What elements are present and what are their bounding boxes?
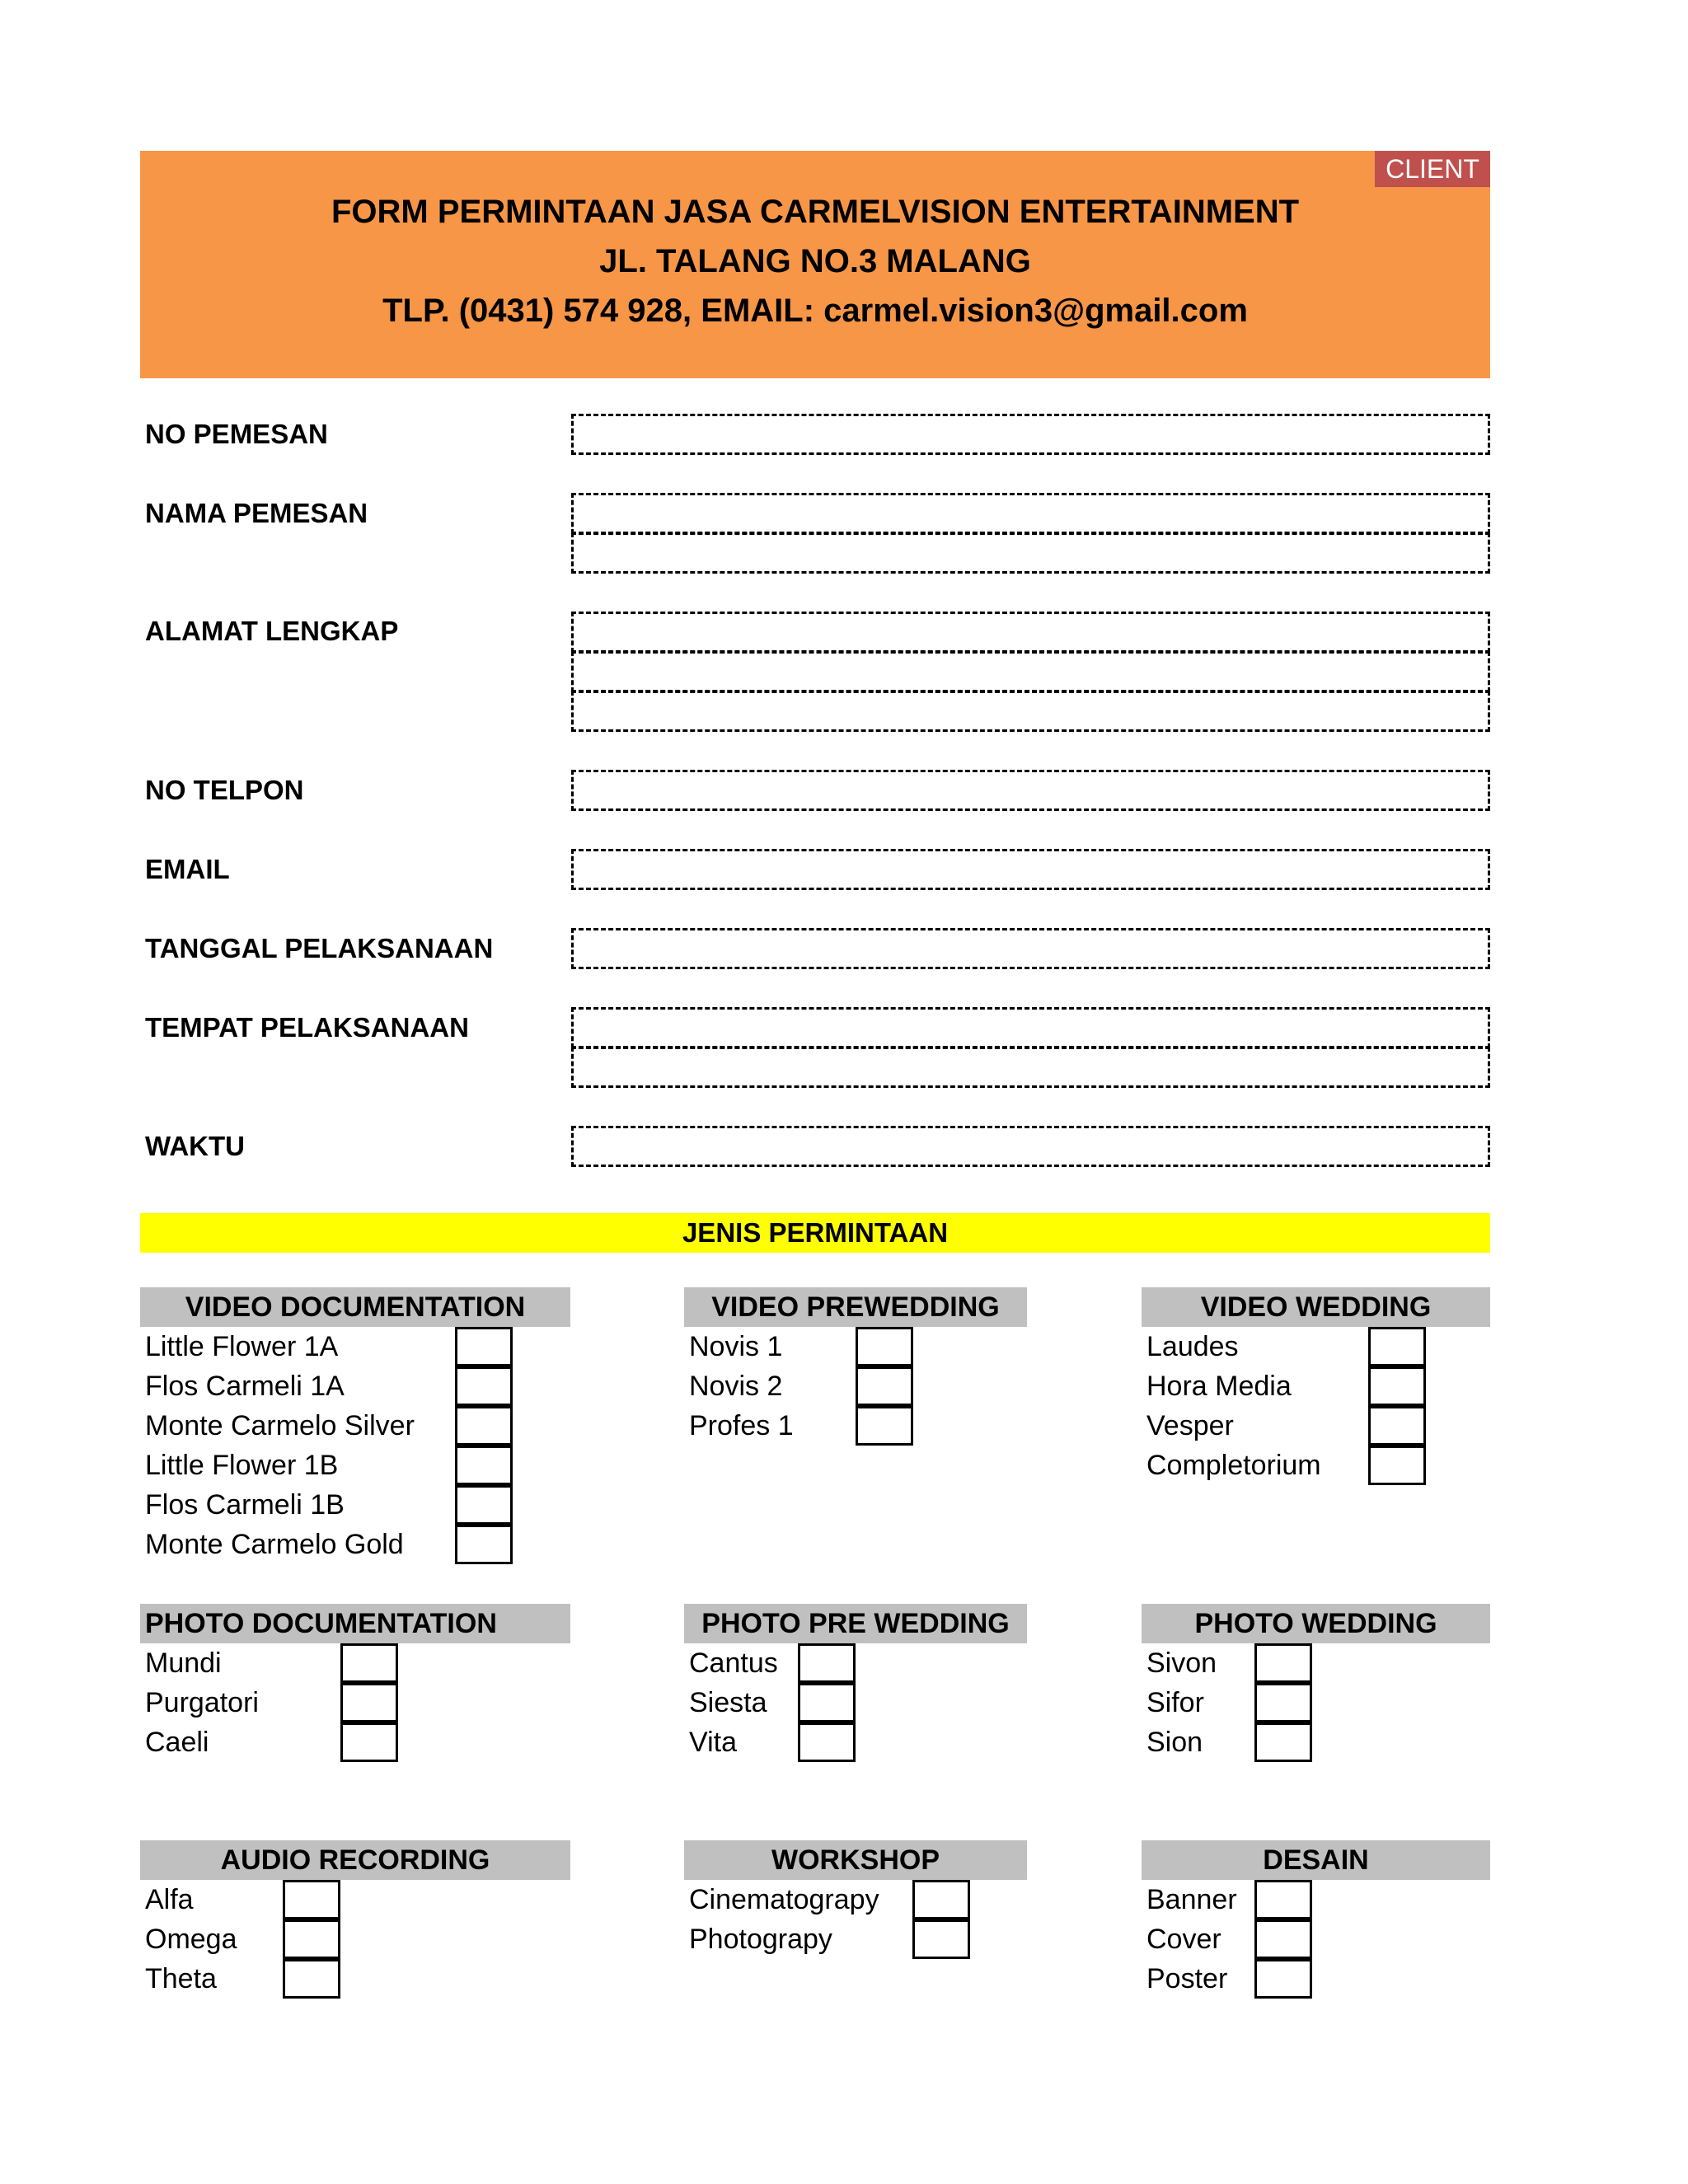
alamat-field-line3[interactable]: [571, 691, 1490, 732]
option-label: Vita: [689, 1727, 737, 1758]
option-checkbox[interactable]: [340, 1643, 398, 1683]
group-title: PHOTO DOCUMENTATION: [140, 1604, 570, 1643]
waktu-field[interactable]: [571, 1126, 1490, 1167]
group-title: PHOTO WEDDING: [1142, 1604, 1490, 1643]
option-label: Photograpy: [689, 1924, 832, 1955]
option-checkbox[interactable]: [283, 1919, 340, 1959]
option-checkbox[interactable]: [1368, 1366, 1426, 1406]
option-checkbox[interactable]: [283, 1959, 340, 1999]
form-title: FORM PERMINTAAN JASA CARMELVISION ENTERTAINMENT: [331, 194, 1300, 230]
label-waktu: WAKTU: [145, 1131, 245, 1161]
option-checkbox[interactable]: [455, 1485, 513, 1525]
option-checkbox[interactable]: [455, 1446, 513, 1485]
group-title: VIDEO PREWEDDING: [684, 1287, 1027, 1327]
option-label: Sifor: [1146, 1687, 1204, 1718]
group-title: VIDEO DOCUMENTATION: [140, 1287, 570, 1327]
option-checkbox[interactable]: [1254, 1722, 1312, 1762]
option-checkbox[interactable]: [455, 1327, 513, 1366]
nama-pemesan-field-line2[interactable]: [571, 532, 1490, 574]
option-checkbox[interactable]: [912, 1919, 970, 1959]
option-label: Sivon: [1146, 1647, 1217, 1679]
option-checkbox[interactable]: [340, 1683, 398, 1722]
option-label: Flos Carmeli 1A: [145, 1371, 345, 1402]
label-email: EMAIL: [145, 854, 230, 884]
option-label: Novis 2: [689, 1371, 783, 1402]
group-title: DESAIN: [1142, 1840, 1490, 1880]
option-label: Purgatori: [145, 1687, 259, 1718]
option-checkbox[interactable]: [1254, 1643, 1312, 1683]
option-label: Cover: [1146, 1924, 1221, 1955]
option-checkbox[interactable]: [455, 1366, 513, 1406]
option-checkbox[interactable]: [340, 1722, 398, 1762]
no-pemesan-field[interactable]: [571, 414, 1490, 455]
option-label: Flos Carmeli 1B: [145, 1489, 345, 1521]
option-checkbox[interactable]: [283, 1880, 340, 1919]
option-label: Laudes: [1146, 1331, 1239, 1362]
option-checkbox[interactable]: [1368, 1327, 1426, 1366]
option-checkbox[interactable]: [455, 1525, 513, 1564]
option-label: Little Flower 1B: [145, 1450, 339, 1481]
option-checkbox[interactable]: [455, 1406, 513, 1446]
jenis-permintaan-heading: JENIS PERMINTAAN: [140, 1213, 1490, 1253]
option-checkbox[interactable]: [856, 1406, 913, 1446]
email-field[interactable]: [571, 849, 1490, 890]
label-no-telpon: NO TELPON: [145, 775, 304, 805]
option-checkbox[interactable]: [856, 1366, 913, 1406]
option-label: Hora Media: [1146, 1371, 1292, 1402]
no-telpon-field[interactable]: [571, 770, 1490, 811]
option-checkbox[interactable]: [1254, 1683, 1312, 1722]
option-label: Alfa: [145, 1884, 194, 1915]
form-header: [140, 151, 1490, 378]
nama-pemesan-field-line1[interactable]: [571, 493, 1490, 534]
tempat-field-line1[interactable]: [571, 1007, 1490, 1048]
option-label: Mundi: [145, 1647, 222, 1679]
group-title: WORKSHOP: [684, 1840, 1027, 1880]
option-checkbox[interactable]: [1254, 1959, 1312, 1999]
company-address: JL. TALANG NO.3 MALANG: [599, 243, 1031, 279]
label-alamat-lengkap: ALAMAT LENGKAP: [145, 616, 399, 646]
label-tanggal-pelaksanaan: TANGGAL PELAKSANAAN: [145, 933, 494, 963]
option-checkbox[interactable]: [798, 1683, 856, 1722]
tanggal-field[interactable]: [571, 928, 1490, 969]
group-title: AUDIO RECORDING: [140, 1840, 570, 1880]
alamat-field-line2[interactable]: [571, 651, 1490, 692]
option-checkbox[interactable]: [1254, 1880, 1312, 1919]
alamat-field-line1[interactable]: [571, 612, 1490, 653]
option-checkbox[interactable]: [1254, 1919, 1312, 1959]
option-label: Novis 1: [689, 1331, 783, 1362]
option-label: Vesper: [1146, 1410, 1234, 1441]
option-checkbox[interactable]: [1368, 1446, 1426, 1485]
option-checkbox[interactable]: [856, 1327, 913, 1366]
client-tag: CLIENT: [1375, 151, 1490, 187]
tempat-field-line2[interactable]: [571, 1047, 1490, 1088]
group-title: PHOTO PRE WEDDING: [684, 1604, 1027, 1643]
option-label: Poster: [1146, 1963, 1228, 1994]
label-no-pemesan: NO PEMESAN: [145, 419, 328, 449]
option-label: Monte Carmelo Gold: [145, 1529, 404, 1560]
group-title: VIDEO WEDDING: [1142, 1287, 1490, 1327]
option-label: Caeli: [145, 1727, 209, 1758]
option-label: Little Flower 1A: [145, 1331, 339, 1362]
option-label: Monte Carmelo Silver: [145, 1410, 415, 1441]
option-label: Siesta: [689, 1687, 767, 1718]
option-label: Theta: [145, 1963, 217, 1994]
label-nama-pemesan: NAMA PEMESAN: [145, 498, 368, 528]
option-label: Completorium: [1146, 1450, 1321, 1481]
option-checkbox[interactable]: [912, 1880, 970, 1919]
option-label: Sion: [1146, 1727, 1203, 1758]
option-label: Omega: [145, 1924, 237, 1955]
option-checkbox[interactable]: [798, 1643, 856, 1683]
option-label: Profes 1: [689, 1410, 794, 1441]
option-label: Cantus: [689, 1647, 778, 1679]
label-tempat-pelaksanaan: TEMPAT PELAKSANAAN: [145, 1012, 469, 1043]
company-contact: TLP. (0431) 574 928, EMAIL: carmel.vision3@gmail.com: [382, 293, 1248, 329]
option-checkbox[interactable]: [1368, 1406, 1426, 1446]
option-checkbox[interactable]: [798, 1722, 856, 1762]
option-label: Banner: [1146, 1884, 1237, 1915]
option-label: Cinematograpy: [689, 1884, 879, 1915]
